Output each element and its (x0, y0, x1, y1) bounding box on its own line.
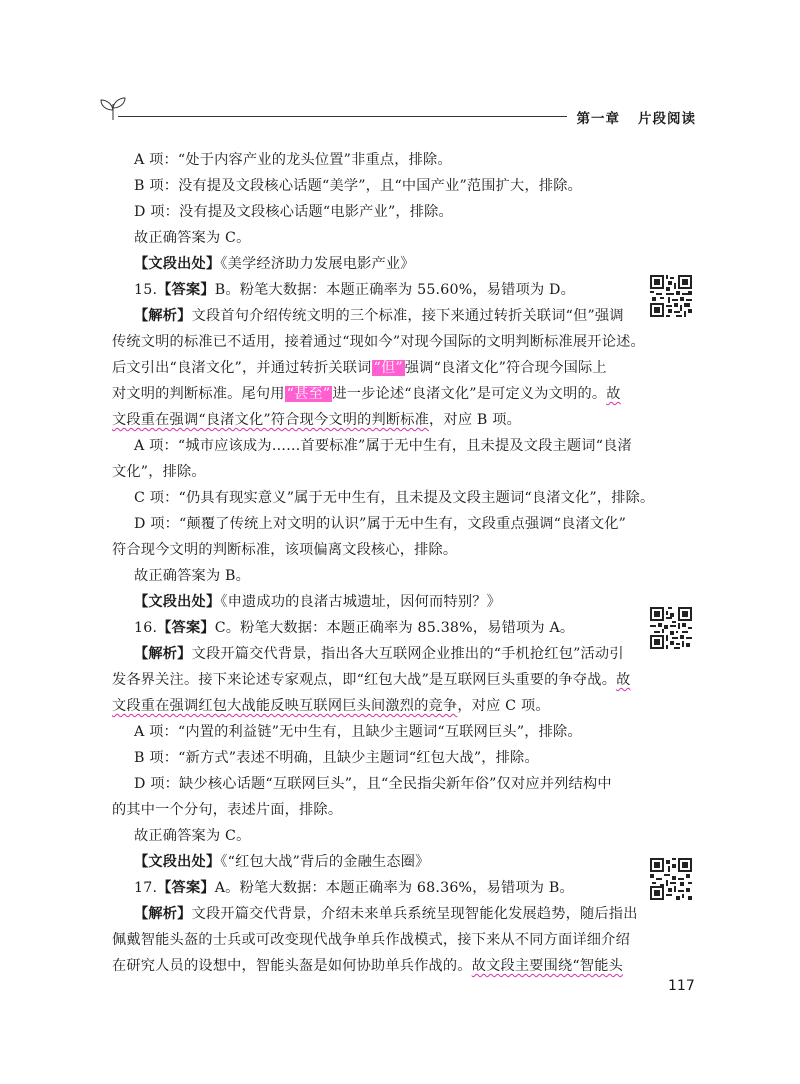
source-line (134, 852, 430, 872)
underlined-conclusion: 文段重在强调红包大战能反映互联网巨头间激烈的竞争 (112, 698, 458, 714)
answer-label: 【答案】 (157, 880, 215, 896)
source-label: 【文段出处】 (134, 256, 221, 272)
qr-code-icon (650, 275, 692, 317)
option-analysis-b: B 项：没有提及文段核心话题“美学”，且“中国产业”范围扩大，排除。 (134, 178, 582, 194)
analysis-label: 【解析】 (134, 308, 192, 324)
source-title: 《“红包大战”背后的金融生态圈》 (220, 854, 430, 870)
underlined-conclusion: 故 (606, 386, 621, 402)
underlined-conclusion: 文段重在强调“良渚文化”符合现今文明的判断标准 (112, 412, 430, 428)
paragraph-line: 符合现今文明的判断标准，该项偏离文段核心，排除。 (112, 542, 458, 558)
option-analysis-a: A 项：“处于内容产业的龙头位置”非重点，排除。 (134, 152, 452, 168)
qr-code-icon (650, 858, 692, 900)
leaf-icon (98, 96, 128, 122)
highlighted-keyword: “甚至” (286, 386, 331, 402)
paragraph-line (112, 696, 550, 716)
paragraph-line: 佩戴智能头盔的士兵或可改变现代战争单兵作战模式，接下来从不同方面详细介绍 (112, 932, 630, 948)
answer-line-15 (134, 280, 575, 300)
option-analysis-c: C 项：“仍具有现实意义”属于无中生有，且未提及文段主题词“良渚文化”，排除。 (134, 490, 655, 506)
analysis-text: 文段首句介绍传统文明的三个标准，接下来通过转折关联词“但”强调 (191, 308, 624, 324)
paragraph-line: 文化”，排除。 (112, 464, 206, 480)
analysis-text: 文段开篇交代背景，介绍未来单兵系统呈现智能化发展趋势，随后指出 (191, 906, 638, 922)
paragraph-line: 的其中一个分句，表述片面，排除。 (112, 802, 343, 818)
analysis-line (134, 644, 624, 664)
underlined-conclusion: 故 (616, 672, 631, 688)
analysis-label: 【解析】 (134, 646, 192, 662)
analysis-label: 【解析】 (134, 906, 192, 922)
text-span: 对文明的判断标准。尾句用 (112, 386, 285, 402)
analysis-line (134, 306, 624, 326)
text-span: ，对应 B 项。 (429, 412, 522, 428)
correct-answer: 故正确答案为 C。 (134, 230, 251, 246)
answer-line-17 (134, 878, 574, 898)
option-analysis-d: D 项：缺少核心话题“互联网巨头”，且“全民指尖新年俗”仅对应并列结构中 (134, 776, 612, 792)
analysis-text: 文段开篇交代背景，指出各大互联网企业推出的“手机抢红包”活动引 (191, 646, 624, 662)
text-span: ，对应 C 项。 (457, 698, 550, 714)
correct-answer: 故正确答案为 B。 (134, 568, 251, 584)
answer-text: C。粉笔大数据：本题正确率为 85.38%，易错项为 A。 (214, 620, 575, 636)
source-label: 【文段出处】 (134, 594, 221, 610)
text-span: 后文引出“良渚文化”，并通过转折关联词 (112, 360, 372, 376)
paragraph-line (112, 410, 521, 430)
section-title: 片段阅读 (638, 111, 696, 127)
paragraph-line (112, 358, 607, 378)
text-span: 在研究人员的设想中，智能头盔是如何协助单兵作战的。 (112, 958, 472, 974)
chapter-heading (567, 107, 697, 127)
answer-line-16 (134, 618, 574, 638)
paragraph-line (112, 384, 621, 404)
text-span: 发各界关注。接下来论述专家观点，即“红包大战”是互联网巨头重要的争夺战。 (112, 672, 617, 688)
source-line (134, 592, 501, 612)
source-line (134, 254, 415, 274)
answer-label: 【答案】 (157, 282, 215, 298)
answer-text: B。粉笔大数据：本题正确率为 55.60%，易错项为 D。 (214, 282, 576, 298)
analysis-line (134, 904, 638, 924)
chapter-number: 第一章 (576, 111, 620, 127)
source-title: 《申遗成功的良渚古城遗址，因何而特别？》 (220, 594, 501, 610)
paragraph-line (112, 670, 630, 690)
source-label: 【文段出处】 (134, 854, 221, 870)
highlighted-keyword: “但” (373, 360, 403, 376)
text-span: 强调“良渚文化”符合现今国际上 (404, 360, 607, 376)
option-analysis-a: A 项：“城市应该成为……首要标准”属于无中生有，且未提及文段主题词“良渚 (134, 438, 632, 454)
question-number: 17. (134, 880, 158, 896)
option-analysis-d: D 项：“颠覆了传统上对文明的认识”属于无中生有，文段重点强调“良渚文化” (134, 516, 627, 532)
source-title: 《美学经济助力发展电影产业》 (220, 256, 415, 272)
question-number: 15. (134, 282, 158, 298)
option-analysis-a: A 项：“内置的利益链”无中生有，且缺少主题词“互联网巨头”，排除。 (134, 724, 582, 740)
qr-code-icon (650, 607, 692, 649)
paragraph-line: 传统文明的标准已不适用，接着通过“现如今”对现今国际的文明判断标准展开论述。 (112, 334, 645, 350)
option-analysis-d: D 项：没有提及文段核心话题“电影产业”，排除。 (134, 204, 453, 220)
page-number: 117 (668, 978, 695, 994)
underlined-conclusion: 故文段主要围绕“智能头 (471, 958, 624, 974)
answer-label: 【答案】 (157, 620, 215, 636)
text-span: 进一步论述“良渚文化”是可定义为文明的。 (332, 386, 607, 402)
answer-text: A。粉笔大数据：本题正确率为 68.36%，易错项为 B。 (214, 880, 574, 896)
correct-answer: 故正确答案为 C。 (134, 828, 251, 844)
option-analysis-b: B 项：“新方式”表述不明确，且缺少主题词“红包大战”，排除。 (134, 750, 539, 766)
paragraph-line (112, 956, 623, 976)
question-number: 16. (134, 620, 158, 636)
